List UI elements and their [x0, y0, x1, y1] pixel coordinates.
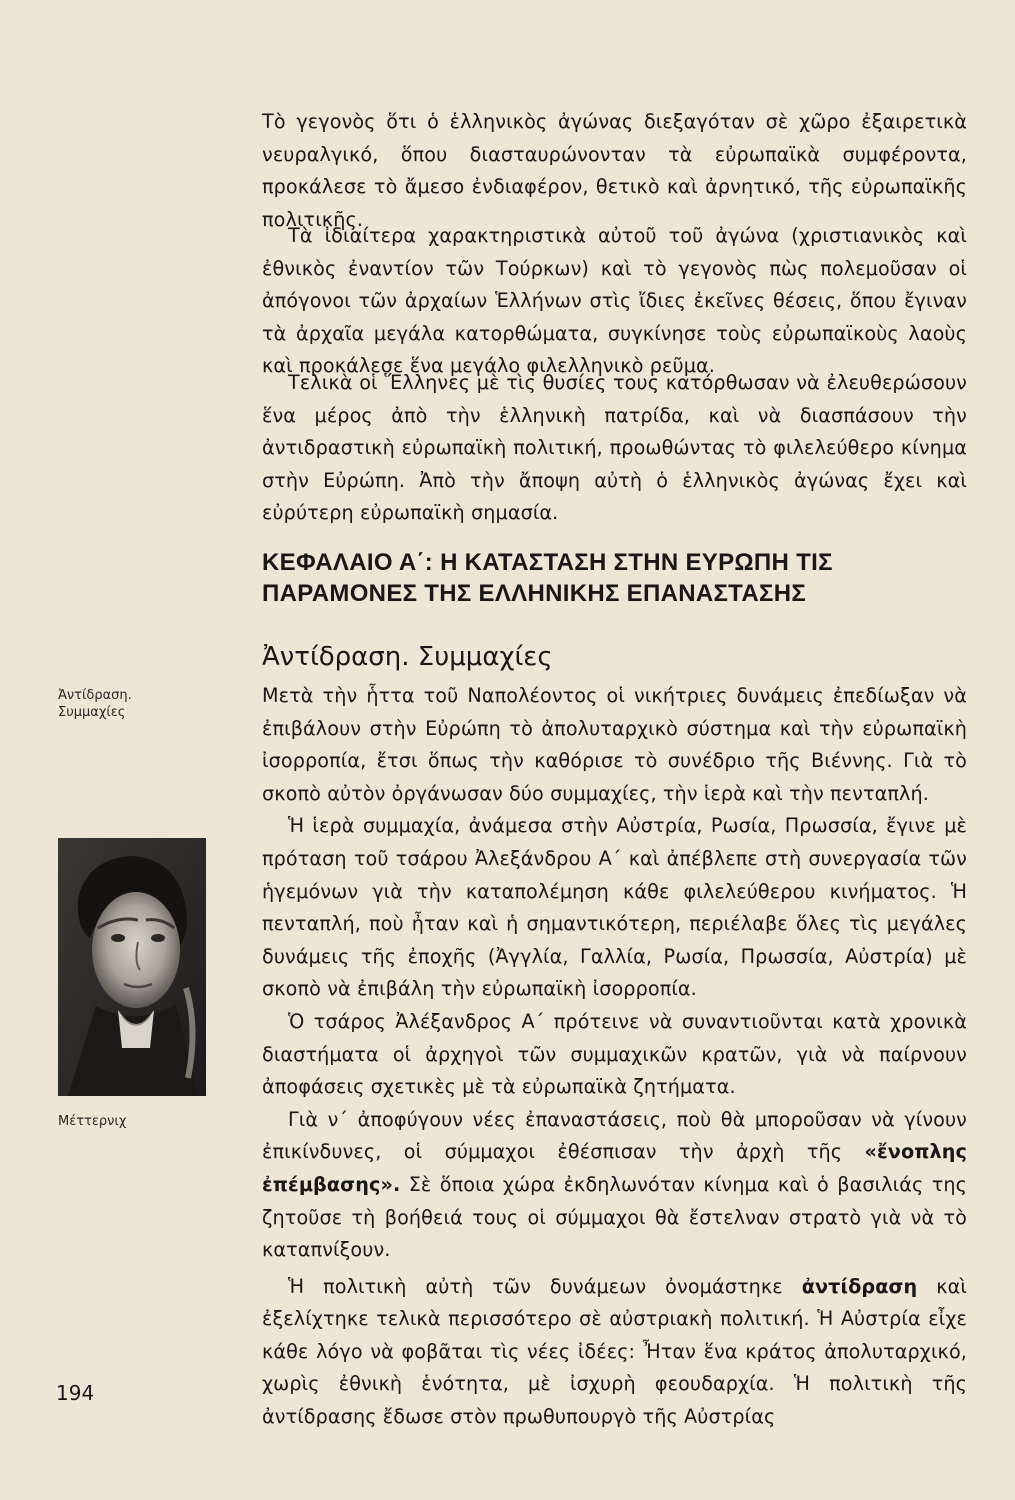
- intro-paragraph-1: Τὸ γεγονὸς ὅτι ὁ ἑλληνικὸς ἀγώνας διεξαγόταν σὲ χῶρο ἐξαιρετικὰ νευραλγικό, ὅπου διασταυρώνονταν τὰ εὐρωπαϊκὰ συμφέροντα, προκάλεσε τὸ ἄμεσο ἐνδιαφέρον, θετικὸ καὶ ἀρνητικό, τῆς εὐρωπαϊκῆς πολιτικῆς.: [262, 110, 967, 231]
- paragraph-4-text-a: Γιὰ ν΄ ἀποφύγουν νέες ἐπαναστάσεις, ποὺ θὰ μποροῦσαν νὰ γίνουν ἐπικίνδυνες, οἱ σύμμαχοι ἐθέσπισαν τὴν ἀρχὴ τῆς: [262, 1107, 967, 1164]
- margin-note-section: Ἀντίδραση. Συμμαχίες: [58, 688, 132, 720]
- portrait-illustration: [58, 838, 206, 1096]
- intro-paragraph-2: Τὰ ἰδιαίτερα χαρακτηριστικὰ αὐτοῦ τοῦ ἀγώνα (χριστιανικὸς καὶ ἐθνικὸς ἐναντίον τῶν Τούρκων) καὶ τὸ γεγονὸς πὼς πολεμοῦσαν οἱ ἀπόγονοι τῶν ἀρχαίων Ἑλλήνων στὶς ἴδιες ἐκεῖνες θέσεις, ὅπου ἔγιναν τὰ ἀρχαῖα μεγάλα κατορθώματα, συγκίνησε τοὺς εὐρωπαϊκοὺς λαοὺς καὶ προκάλεσε ἕνα μεγάλο φιλελληνικὸ ρεῦμα.: [262, 224, 967, 378]
- photo-caption: Μέττερνιχ: [58, 1114, 127, 1129]
- metternich-portrait: [58, 838, 206, 1096]
- section-paragraph-4: [262, 1104, 967, 1267]
- section-body: [262, 680, 967, 1434]
- reaction-term: ἀντίδραση: [801, 1274, 918, 1298]
- paragraph-4-text-b: Σὲ ὅποια χώρα ἐκδηλωνόταν κίνημα καὶ ὁ βασιλιάς της ζητοῦσε τὴ βοήθειά τους οἱ σύμμαχοι θὰ ἔστελναν στρατὸ γιὰ νὰ τὸ καταπνίξουν.: [262, 1172, 967, 1262]
- paragraph-5-text-a: Ἡ πολιτικὴ αὐτὴ τῶν δυνάμεων ὀνομάστηκε: [288, 1274, 802, 1298]
- section-paragraph-3: Ὁ τσάρος Ἀλέξανδρος Α΄ πρότεινε νὰ συναντιοῦνται κατὰ χρονικὰ διαστήματα οἱ ἀρχηγοὶ τῶν συμμαχικῶν κρατῶν, γιὰ νὰ παίρνουν ἀποφάσεις σχετικὲς μὲ τὰ εὐρωπαϊκὰ ζητήματα.: [262, 1009, 967, 1099]
- armed-intervention-term: «ἔνοπλης ἐπέμβασης».: [262, 1140, 967, 1196]
- section-paragraph-2: Ἡ ἱερὰ συμμαχία, ἀνάμεσα στὴν Αὐστρία, Ρωσία, Πρωσσία, ἔγινε μὲ πρόταση τοῦ τσάρου Ἀλεξάνδρου Α΄ καὶ ἀπέβλεπε στὴ συνεργασία τῶν ἡγεμόνων γιὰ τὴν καταπολέμηση κάθε φιλελεύθερου κινήματος. Ἡ πενταπλή, ποὺ ἦταν καὶ ἡ σημαντικότερη, περιέλαβε ὅλες τὶς μεγάλες δυνάμεις τῆς ἐποχῆς (Ἀγγλία, Γαλλία, Ρωσία, Πρωσσία, Αὐστρία) μὲ σκοπὸ νὰ ἐπιβάλη τὴν εὐρωπαϊκὴ ἰσορροπία.: [262, 814, 967, 1001]
- section-paragraph-5: [262, 1271, 967, 1434]
- paragraph-5-text-b: καὶ ἐξελίχτηκε τελικὰ περισσότερο σὲ αὐστριακὴ πολιτική. Ἡ Αὐστρία εἶχε κάθε λόγο νὰ φοβᾶται τὶς νέες ἰδέες: Ἦταν ἕνα κράτος ἀπολυταρχικό, χωρὶς ἐθνικὴ ἑνότητα, μὲ ἰσχυρὴ φεουδαρχία. Ἡ πολιτικὴ τῆς ἀντίδρασης ἔδωσε στὸν πρωθυπουργὸ τῆς Αὐστρίας: [262, 1274, 967, 1429]
- chapter-title: ΚΕΦΑΛΑΙΟ Α΄: Η ΚΑΤΑΣΤΑΣΗ ΣΤΗΝ ΕΥΡΩΠΗ ΤΙΣ ΠΑΡΑΜΟΝΕΣ ΤΗΣ ΕΛΛΗΝΙΚΗΣ ΕΠΑΝΑΣΤΑΣΗΣ: [262, 549, 833, 607]
- section-title: Ἀντίδραση. Συμμαχίες: [262, 642, 553, 672]
- page-number: 194: [56, 1381, 95, 1405]
- section-paragraph-1: Μετὰ τὴν ἧττα τοῦ Ναπολέοντος οἱ νικήτριες δυνάμεις ἐπεδίωξαν νὰ ἐπιβάλουν στὴν Εὐρώπη τὸ ἀπολυταρχικὸ σύστημα καὶ τὴν εὐρωπαϊκὴ ἰσορροπία, ἔτσι ὅπως τὴν καθόρισε τὸ συνέδριο τῆς Βιέννης. Γιὰ τὸ σκοπὸ αὐτὸν ὀργάνωσαν δύο συμμαχίες, τὴν ἱερὰ καὶ τὴν πενταπλή.: [262, 684, 967, 805]
- intro-paragraph-3: Τελικὰ οἱ Ἕλληνες μὲ τὶς θυσίες τους κατόρθωσαν νὰ ἐλευθερώσουν ἕνα μέρος ἀπὸ τὴν ἑλληνικὴ πατρίδα, καὶ νὰ διασπάσουν τὴν ἀντιδραστικὴ εὐρωπαϊκὴ πολιτική, προωθώντας τὸ φιλελεύθερο κίνημα στὴν Εὐρώπη. Ἀπὸ τὴν ἄποψη αὐτὴ ὁ ἑλληνικὸς ἀγώνας ἔχει καὶ εὐρύτερη εὐρωπαϊκὴ σημασία.: [262, 371, 967, 525]
